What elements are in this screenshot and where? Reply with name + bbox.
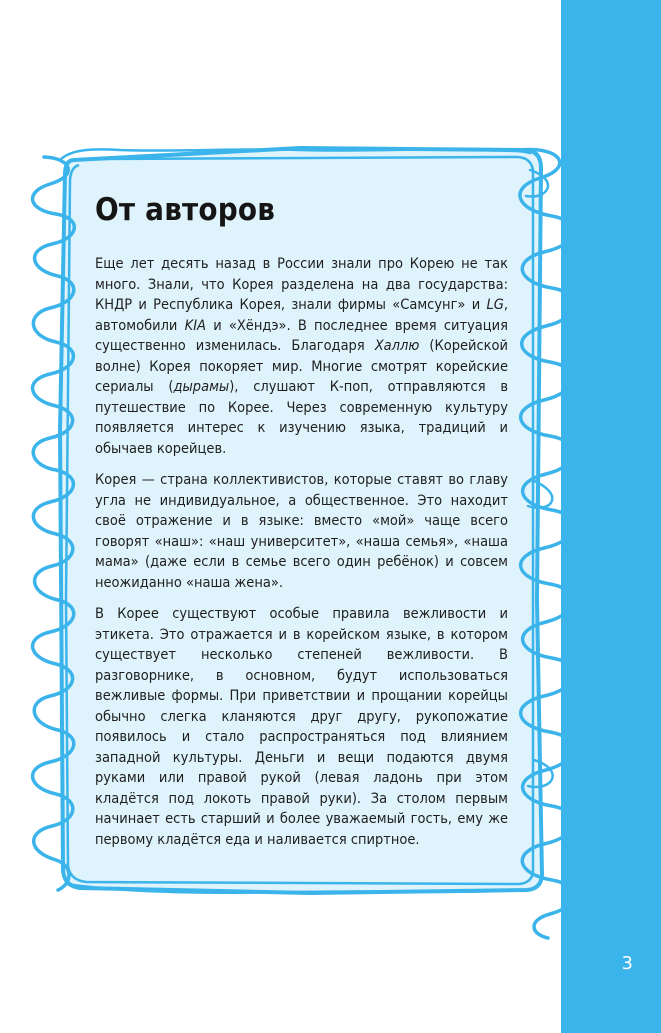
paragraph-2 <box>95 470 508 593</box>
article <box>95 188 508 861</box>
italic-term: KIA <box>184 317 206 334</box>
text-run: В Корее существуют особые правила вежливости и этикета. Это отражается и в корейском языке, в котором существует несколько степеней вежливости. В разговорнике, в основном, будут использоваться вежливые формы. При приветствии и прощании корейцы обычно слегка кланяются друг другу, рукопожатие появилось и стало распространяться под влиянием западной культуры. Деньги и вещи подаются двумя руками или правой рукой (левая ладонь при этом кладётся под локоть правой руки). За столом первым начинает есть старший и более уважаемый гость, ему же первому кладётся еда и наливается спиртное. <box>95 606 508 848</box>
page-title: От авторов <box>95 192 276 228</box>
text-run: Корея — страна коллективистов, которые ставят во главу угла не индивидуальное, а общественное. Это находит своё отражение и в языке: вместо «мой» чаще всего говорят «наш»: «наш университет», «наша семья», «наша мама» (даже если в семье всего один ребёнок) и совсем неожиданно «наша жена». <box>95 472 508 591</box>
page-number: 3 <box>621 953 633 974</box>
text-run: ), слушают К-поп, отправляются в путешествие по Корее. Через современную культуру появляется интерес к изучению языка, традиций и обычаев корейцев. <box>95 379 509 457</box>
text-run: и «Хёндэ». В последнее время ситуация существенно изменилась. Благодаря <box>95 317 508 354</box>
paragraph-1 <box>95 254 508 459</box>
italic-term: LG <box>486 297 504 313</box>
italic-term: дырамы <box>173 379 230 395</box>
text-run: , автомобили <box>95 297 508 334</box>
text-run: Еще лет десять назад в России знали про Корею не так много. Знали, что Корея разделена на два государства: КНДР и Республика Корея, знали фирмы «Самсунг» и <box>95 256 508 313</box>
text-run: (Корейской волне) Корея покоряет мир. Многие смотрят корейские сериалы ( <box>95 338 508 395</box>
italic-term: Халлю <box>374 338 420 354</box>
paragraph-3 <box>95 604 508 850</box>
